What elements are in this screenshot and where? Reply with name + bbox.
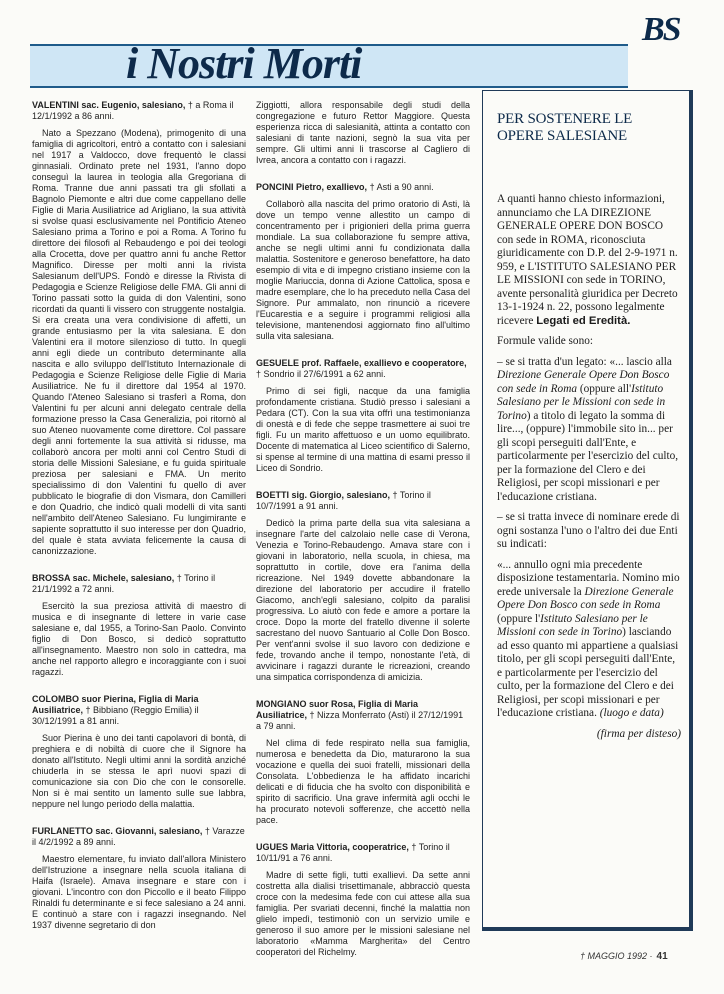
- obituary-entry: [32, 694, 246, 810]
- obituary-text: Dedicò la prima parte della sua vita salesiana a insegnare l'arte del calzolaio nelle case di Verona, Venezia e Torino-Rebaudengo. Amava stare con i giovani in laboratorio, nella scuola, in chiesa, ma soprattutto in cortile, dove era l'anima della ricreazione. Nel 1949 dovette abbandonare la direzione del laboratorio per accudire il fratello Giacomo, anch'egli salesiano, colpito da paralisi progressiva. Lo aiutò con fede e amore a portare la croce. Dopo la morte del fratello divenne il solerte sacrestano del nuovo Santuario al Colle Don Bosco. Per vent'anni svolse il suo lavoro con dedizione e fede, trovando anche il tempo, nonostante l'età, di avvicinare i ragazzi durante le ricreazioni, creando una simpatica corrispondenza di amicizia.: [256, 518, 470, 682]
- box-erede-formula: «... annullo ogni mia precedente disposizione testamentaria. Nomino mio erede universale la Direzione Generale Opere Don Bosco con sede in Roma (oppure l'Istituto Salesiano per le Missioni con sede in Torino) lasciando ad esso quanto mi appartiene a qualsiasi titolo, per gli scopi perseguiti dall'Ente, e particolarmente per l'esercizio del culto, per la formazione del Clero e dei Religiosi, per scopi missionari e per l'educazione cristiana. (luogo e data): [497, 558, 680, 719]
- obituary-heading: COLOMBO suor Pierina, Figlia di Maria Ausiliatrice, † Bibbiano (Reggio Emilia) il 30/12/1991 a 81 anni.: [32, 694, 199, 726]
- box-title: PER SOSTENERE LE OPERE SALESIANE: [497, 111, 633, 144]
- obituary-entry: [32, 100, 246, 557]
- box-erede-condition: – se si tratta invece di nominare erede di ogni sostanza l'uno o l'altro dei due Enti su indicati:: [497, 511, 680, 550]
- obituary-text: Nato a Spezzano (Modena), primogenito di una famiglia di agricoltori, entrò a contatto con i salesiani nel 1917 a Valdocco, dove frequentò le classi ginnasiali. Ordinato prete nel 1931, l'anno dopo conseguì la laurea in teologia alla Gregoriana di Roma. Tranne due anni passati tra gli sfollati a Bagnolo Piemonte e altri due come cappellano delle Figlie di Maria Ausiliatrice ad Arigliano, la sua attività si svolse quasi esclusivamente nel Pontificio Ateneo Salesiano prima a Torino e poi a Roma. A Torino fu direttore dei filosofi al Rebaudengo e poi dei teologi alla Crocetta, dove per quattro anni fu anche Rettor Magnifico. Diresse per molti anni la rivista Salesianum dell'UPS. Fondò e diresse la Rivista di Pedagogia e Scienze Religiose delle FMA. Gli anni di Torino passati sotto la guida di don Valentini, sono ricordati da quanti li vissero con struggente nostalgia. Si era creata una vera condivisione di affetti, un grande entusiasmo per la vita salesiana. E don Valentini era il motore silenzioso di tutto. In quegli anni egli diede un contributo determinante alla nascita e allo sviluppo dell'Istituto Internazionale di Pedagogia e Scienze Religiose delle Figlie di Maria Ausiliatrice. Ne fu il direttore dal 1954 al 1970. Quando l'Ateneo Salesiano si trasferì a Roma, don Valentini fu per alcuni anni delegato centrale della formazione presso la Casa Generalizia, poi ritornò al suo Ateneo nuovamente come direttore. Col passare degli anni fortemente la sua attività si ridusse, ma collaborò ancora per molti anni col Centro Studi di storia delle Missioni Salesiane, e fu guida spirituale preziosa per salesiani e FMA. Un merito specialissimo di don Valentini fu quello di aver pubblicato le biografie di don Vismara, don Camilleri e don Quadrio, che indicò quali modelli di vita santi nell'ambito dell'Ateneo Salesiano. Fu lungimirante e sapiente soprattutto il suo interesse per don Quadrio, del quale è stata avviata felicemente la causa di canonizzazione.: [32, 128, 246, 556]
- page-header: [30, 36, 634, 94]
- obituary-entry: [256, 699, 470, 826]
- box-signature: (firma per disteso): [596, 727, 681, 740]
- issue-date: † MAGGIO 1992: [580, 951, 648, 961]
- obituary-text: Collaborò alla nascita del primo oratorio di Asti, là dove un tempo venne allestito un campo di concentramento per i prigionieri della prima guerra mondiale. La sua collaborazione fu sempre attiva, anche se negli ultimi anni fu condizionata dalla malattia. Sostenitore e generoso benefattore, ha dato esempio di vita e di impegno cristiano insieme con la moglie Mariuccia, donna di Azione Cattolica, sposa e madre esemplare, che lo ha preceduto nella Casa del Signore. Pur ammalato, non rinunciò a ricevere l'Eucarestia e a seguire i programmi religiosi alla televisione, mantenendosi aggiornato fino all'ultimo sulla vita salesiana.: [256, 199, 470, 341]
- obituary-text: Nel clima di fede respirato nella sua famiglia, numerosa e benedetta da Dio, maturarono la sua vocazione e quella dei suoi fratelli, missionari della Consolata. L'obbedienza le ha affidato incarichi delicati e di fiducia che ha svolto con disponibilità e spirito di sacrificio. Una grave infermità agli occhi le ha procurato notevoli sofferenze, che accettò nella pace.: [256, 738, 470, 825]
- obituary-column-middle: [256, 100, 470, 974]
- obituary-text: Esercitò la sua preziosa attività di maestro di musica e di insegnante di lettere in varie case salesiane e, dal 1955, a Torino-San Paolo. Convinto figlio di Don Bosco, si dedicò soprattutto all'insegnamento. Maestro non solo in cattedra, ma anche nel rapporto allegro e incoraggiante con i suoi ragazzi.: [32, 601, 246, 677]
- obituary-continuation: [256, 100, 470, 166]
- box-legato-formula: – se si tratta d'un legato: «... lascio alla Direzione Generale Opere Don Bosco con sede in Roma (oppure all'Istituto Salesiano per le Missioni con sede in Torino) a titolo di legato la somma di lire..., (oppure) l'immobile sito in... per gli scopi perseguiti dall'Ente, e particolarmente per l'esercizio del culto, per la formazione del Clero e dei Religiosi, per scopi missionari e per l'educazione cristiana.: [497, 355, 679, 503]
- obituary-text: Primo di sei figli, nacque da una famiglia profondamente cristiana. Studiò presso i salesiani a Pedara (CT). Con la sua vita offrì una testimonianza di onestà e di fede che seppe trasmettere ai suoi tre figli. Fu un marito affettuoso e un uomo equilibrato. Docente di matematica al Liceo scientifico di Salerno, si spense al termine di una mattina di esami presso il Liceo di Sondrio.: [256, 386, 470, 473]
- obituary-column-left: [32, 100, 246, 947]
- obituary-heading: GESUELE prof. Raffaele, exallievo e cooperatore, † Sondrio il 27/6/1991 a 62 anni.: [256, 358, 467, 379]
- obituary-entry: [256, 490, 470, 683]
- obituary-heading: FURLANETTO sac. Giovanni, salesiano, † Varazze il 4/2/1992 a 89 anni.: [32, 826, 245, 847]
- obituary-heading: UGUES Maria Vittoria, cooperatrice, † Torino il 10/11/91 a 76 anni.: [256, 842, 450, 863]
- page-footer: † MAGGIO 1992 · 41: [580, 951, 668, 962]
- obituary-heading: BOETTI sig. Giorgio, salesiano, † Torino il 10/7/1991 a 91 anni.: [256, 490, 431, 511]
- obituary-heading: VALENTINI sac. Eugenio, salesiano, † a Roma il 12/1/1992 a 86 anni.: [32, 100, 234, 121]
- section-title: i Nostri Morti: [126, 39, 362, 88]
- obituary-entry: [256, 842, 470, 958]
- magazine-logo: BS: [642, 11, 680, 48]
- obituary-text: Maestro elementare, fu inviato dall'allora Ministero dell'Istruzione a insegnare nella scuola italiana di Haifa (Israele). Amava insegnare e stare con i giovani. L'incontro con don Piccollo e il beato Filippo Rinaldi fu determinante e si fece salesiano a 24 anni. E continuò a stare con i ragazzi insegnando. Nel 1937 divenne segretario di don: [32, 854, 246, 930]
- obituary-heading: BROSSA sac. Michele, salesiano, † Torino il 21/1/1992 a 72 anni.: [32, 573, 216, 594]
- obituary-text: Madre di sette figli, tutti exallievi. Da sette anni costretta alla dialisi trisettimanale, abbracciò questa croce con la medesima fede con cui attese alla sua famiglia. Per svariati decenni, finché la malattia non glielo impedì, testimoniò con un servizio umile e generoso il suo amore per le missioni salesiane nel laboratorio «Mamma Margherita» del Centro cooperatori del Richelmy.: [256, 870, 470, 957]
- obituary-heading: PONCINI Pietro, exallievo, † Asti a 90 anni.: [256, 182, 434, 192]
- obituary-text: Suor Pierina è uno dei tanti capolavori di bontà, di preghiera e di nobiltà di cuore che il Signore ha donato all'Istituto. Negli ultimi anni la sordità anziché chiuderla in se stessa le aprì nuovi spazi di comunicazione sia con Dio che con le consorelle. Non si è mai sentito un lamento sulle sue labbra, neppure nel lungo periodo della malattia.: [32, 733, 246, 809]
- obituary-entry: [256, 182, 470, 342]
- obituary-text: Ziggiotti, allora responsabile degli studi della congregazione e futuro Rettor Maggiore. Questa esperienza ricca di salesianità, attinta a contatto con salesiani di tante nazioni, segnò la sua vita per sempre. Gli ultimi anni li trascorse al Cagliero di Ivrea, ancora a contatto con i ragazzi.: [256, 100, 470, 165]
- obituary-heading: MONGIANO suor Rosa, Figlia di Maria Ausiliatrice, † Nizza Monferrato (Asti) il 27/12/1991 a 79 anni.: [256, 699, 464, 731]
- page-number: 41: [656, 951, 668, 962]
- obituary-entry: [256, 358, 470, 474]
- legacy-info-box: [482, 90, 693, 931]
- box-formule: Formule valide sono:: [497, 335, 594, 347]
- box-intro: A quanti hanno chiesto informazioni, annunciamo che LA DIREZIONE GENERALE OPERE DON BOSCO con sede in ROMA, riconosciuta giuridicamente con D.P. del 2-9-1971 n. 959, e L'ISTITUTO SALESIANO PER LE MISSIONI con sede in TORINO, avente personalità giuridica per Decreto 13-1-1924 n. 22, possono legalmente ricevere Legati ed Eredità.: [497, 193, 678, 327]
- obituary-entry: [32, 826, 246, 931]
- obituary-entry: [32, 573, 246, 678]
